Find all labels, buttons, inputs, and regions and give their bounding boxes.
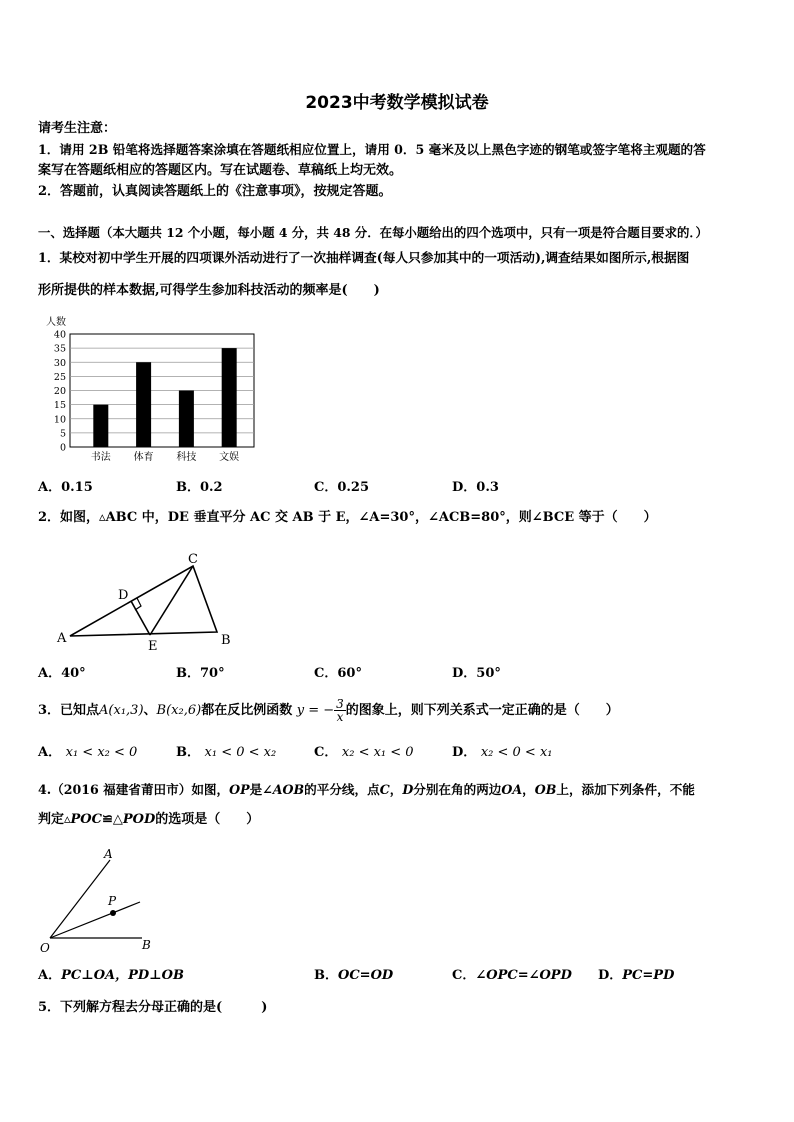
q3-point-b: B(x₂,6) (156, 703, 202, 718)
q4-var-ob: OB (534, 782, 557, 797)
q3-mid: 都在反比例函数 (201, 703, 293, 718)
y-tick-label: 10 (53, 414, 66, 426)
q1-option-d[interactable]: D．0.3 (452, 480, 499, 495)
q3-option-b[interactable] (176, 745, 276, 761)
q3-frac-den: x (336, 710, 344, 724)
q4-option-d-label: D． (598, 968, 623, 983)
q3-option-b-expr: x₁ < 0 < x₂ (204, 745, 277, 760)
q4-option-a-label: A． (38, 968, 62, 983)
q2-option-b[interactable]: B．70° (176, 666, 225, 681)
y-tick-label: 0 (59, 442, 66, 454)
q4-text: 的平分线，点 (304, 782, 380, 797)
x-category-label: 科技 (176, 452, 197, 463)
y-tick-label: 15 (53, 400, 66, 412)
q3-line (38, 694, 619, 728)
label-a: A (104, 847, 113, 861)
q3-sep: 、 (143, 703, 157, 718)
label-b: B (221, 633, 231, 648)
page-title: 2023中考数学模拟试卷 (305, 93, 489, 113)
q4-option-a-expr: PC⊥OA，PD⊥OB (61, 968, 184, 983)
q3-option-d-expr: x₂ < 0 < x₁ (480, 745, 553, 760)
q4-var-op: OP (229, 782, 250, 797)
bar-2 (136, 362, 151, 447)
triangle-abc (70, 566, 217, 636)
q4-text: ≌△ (101, 812, 123, 827)
point-p-dot (110, 910, 116, 916)
q4-text: ， (389, 782, 403, 797)
x-category-label: 文娱 (219, 452, 240, 463)
q3-prefix: 3．已知点 (38, 703, 100, 718)
label-d: D (118, 588, 129, 603)
bar-chart (30, 314, 270, 464)
q4-option-b-label: B． (314, 968, 338, 983)
q3-option-d-label: D． (452, 745, 477, 760)
q2-option-c[interactable]: C．60° (314, 666, 362, 681)
q1-option-c[interactable]: C．0.25 (314, 480, 370, 495)
q4-text: 上，添加下列条件，不能 (556, 782, 695, 797)
section-heading: 一、选择题（本大题共 12 个小题，每小题 4 分，共 48 分．在每小题给出的四个选项中，只有一项是符合题目要求的．） (38, 225, 708, 240)
q3-fraction (334, 698, 346, 723)
q4-text: ， (522, 782, 535, 797)
y-tick-label: 40 (53, 329, 66, 341)
q4-option-b[interactable] (314, 968, 393, 984)
q2-triangle-figure (55, 550, 245, 654)
q3-function-lhs: y = − (296, 703, 335, 718)
q4-line-1 (38, 782, 695, 798)
q3-option-a[interactable] (38, 745, 137, 761)
label-b: B (142, 938, 151, 952)
q4-option-d-expr: PC=PD (622, 968, 675, 983)
x-category-label: 体育 (133, 452, 154, 463)
segment-ce (150, 566, 193, 635)
q4-var-oa: OA (501, 782, 523, 797)
q4-text: 判定▵ (38, 812, 71, 827)
q3-frac-num: 3 (336, 697, 344, 711)
q4-text: 的选项是（ ） (155, 812, 260, 827)
y-tick-label: 20 (53, 386, 66, 397)
q2-option-a[interactable]: A．40° (38, 666, 86, 681)
notice-heading: 请考生注意： (38, 121, 117, 136)
notice-line-1: 1．请用 2B 铅笔将选择题答案涂填在答题纸相应位置上，请用 0．5 毫米及以上黑色字迹的钢笔或签字笔将主观题的答 (38, 142, 706, 157)
q4-option-d[interactable] (598, 968, 674, 984)
q5-line: 5．下列解方程去分母正确的是( ) (38, 1000, 268, 1015)
q3-option-b-label: B． (176, 745, 200, 760)
q4-text: 分别在角的两边 (413, 782, 502, 797)
q4-var-pod: POD (122, 812, 156, 827)
label-a: A (57, 631, 67, 646)
q1-option-a[interactable]: A．0.15 (38, 480, 93, 495)
q4-line-2 (38, 812, 259, 828)
q4-var-aob: AOB (272, 782, 305, 797)
q4-text: 是∠ (249, 782, 273, 797)
q3-point-a: A(x₁,3) (99, 703, 144, 718)
q1-option-b[interactable]: B．0.2 (176, 480, 223, 495)
bar-3 (179, 391, 194, 448)
q4-option-c-expr: ∠OPC=∠OPD (475, 968, 572, 983)
q4-var-d: D (402, 782, 414, 797)
q3-option-a-expr: x₁ < x₂ < 0 (65, 745, 138, 760)
q4-var-poc: POC (70, 812, 102, 827)
q3-option-c-label: C． (314, 745, 338, 760)
chart-ylabel: 人数 (46, 317, 66, 328)
label-p: P (108, 894, 117, 908)
q1-line-1: 1．某校对初中学生开展的四项课外活动进行了一次抽样调查(每人只参加其中的一项活动),调查结果如图所示,根据图 (38, 250, 690, 265)
q4-var-c: C (379, 782, 390, 797)
q3-option-d[interactable] (452, 745, 552, 761)
bar-4 (222, 348, 237, 447)
q2-option-d[interactable]: D．50° (452, 666, 501, 681)
label-c: C (188, 552, 198, 567)
q2-line: 2．如图，▵ABC 中，DE 垂直平分 AC 交 AB 于 E，∠A=30°，∠ACB=80°，则∠BCE 等于（ ） (38, 510, 657, 525)
label-e: E (148, 639, 158, 654)
q4-option-c-label: C． (452, 968, 476, 983)
q3-option-c-expr: x₂ < x₁ < 0 (341, 745, 414, 760)
q4-option-c[interactable] (452, 968, 572, 984)
q1-line-2: 形所提供的样本数据,可得学生参加科技活动的频率是( ) (38, 283, 380, 298)
q3-suffix: 的图象上，则下列关系式一定正确的是（ ） (345, 703, 619, 718)
q4-text: 4.（2016 福建省莆田市）如图， (38, 782, 230, 797)
bar-1 (93, 405, 108, 447)
y-tick-label: 25 (53, 371, 66, 383)
notice-line-3: 2．答题前，认真阅读答题纸上的《注意事项》，按规定答题。 (38, 184, 392, 199)
q3-option-c[interactable] (314, 745, 414, 761)
notice-line-2: 案写在答题纸相应的答题区内。写在试题卷、草稿纸上均无效。 (38, 163, 403, 178)
label-o: O (40, 941, 50, 955)
q4-angle-figure (38, 842, 168, 957)
q4-option-a[interactable] (38, 968, 184, 984)
x-category-label: 书法 (90, 452, 111, 463)
q4-option-b-expr: OC=OD (338, 968, 394, 983)
y-tick-label: 30 (53, 357, 66, 369)
q3-option-a-label: A． (38, 745, 62, 760)
y-tick-label: 5 (59, 428, 66, 440)
y-tick-label: 35 (53, 343, 66, 355)
